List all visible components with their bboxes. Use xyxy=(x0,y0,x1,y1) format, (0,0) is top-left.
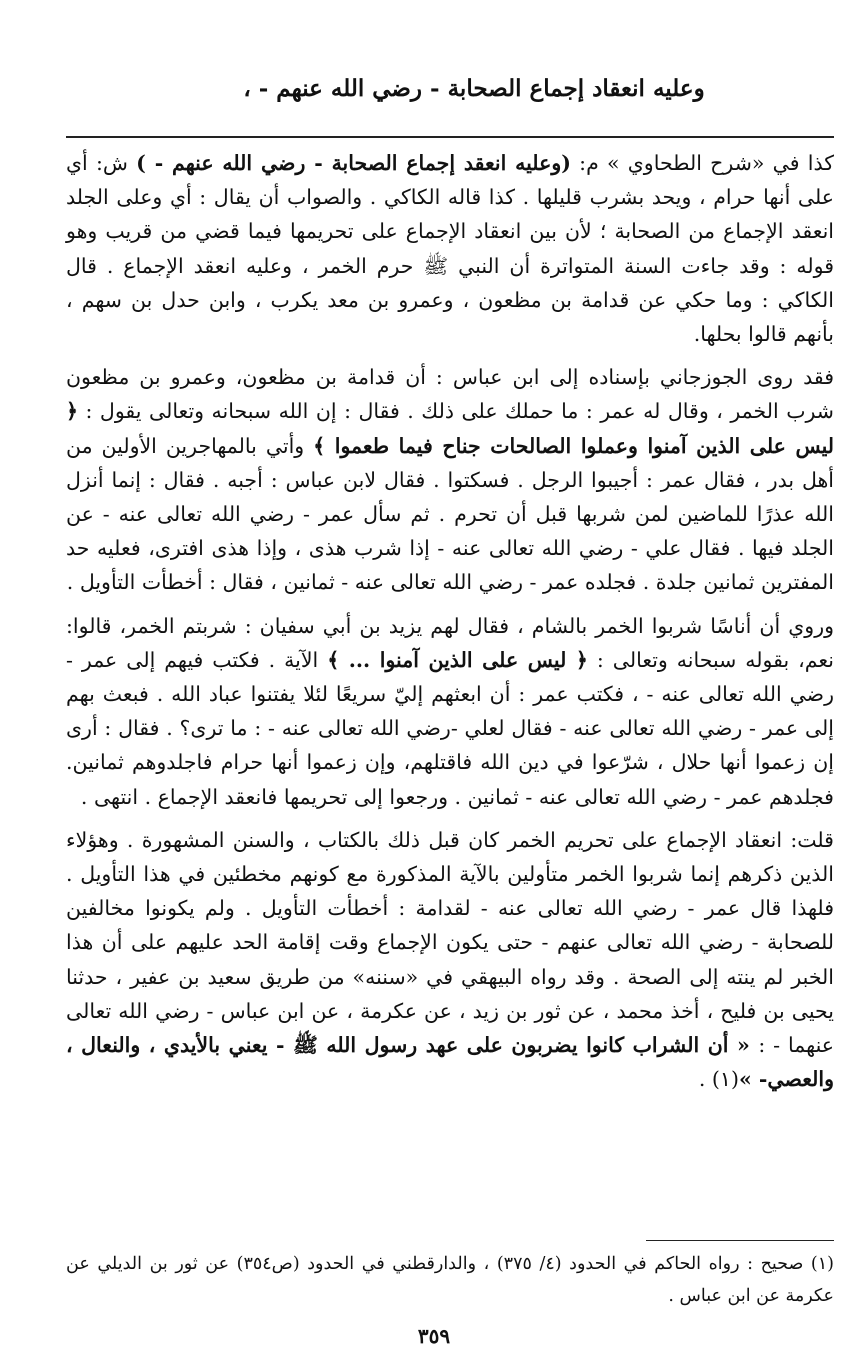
paragraph-text: فقد روى الجوزجاني بإسناده إلى ابن عباس : أن قدامة بن مظعون، وعمرو بن مظعون شرب الخمر ، وقال له عمر : ما حملك على ذلك . فقال : إن الله سبحانه وتعالى يقول : xyxy=(66,365,834,424)
footnote-reference: (١) . xyxy=(698,1067,739,1092)
quoted-matn: (وعليه انعقد إجماع الصحابة - رضي الله عنهم - ) xyxy=(136,151,571,175)
paragraph-3 xyxy=(66,609,834,814)
footnote: (١) صحيح : رواه الحاكم في الحدود (٤/ ٣٧٥) ، والدارقطني في الحدود (ص٣٥٤) عن ثور بن الديلي عن عكرمة عن ابن عباس . xyxy=(66,1254,834,1306)
quran-verse: ﴿ ليس على الذين آمنوا وعملوا الصالحات جناح فيما طعموا ﴾ xyxy=(66,399,835,458)
paragraph-text: وروي أن أناسًا شربوا الخمر بالشام ، فقال لهم يزيد بن أبي سفيان : شربتم الخمر، قالوا: نعم، بقوله سبحانه وتعالى : xyxy=(66,613,835,672)
paragraph-text: قلت: انعقاد الإجماع على تحريم الخمر كان قبل ذلك بالكتاب ، والسنن المشهورة . وهؤلاء الذين ذكرهم إنما شربوا الخمر متأولين بالآية المذكورة مع كونهم مخطئين في هذا التأويل . فلهذا قال عمر - رضي الله تعالى عنه - لقدامة : أخطأت التأويل . ولم يكونوا مخالفين للصحابة - رضي الله تعالى عنهم - حتى يكون الإجماع وقت إقامة الحد عليهم على أن هذا الخبر لم ينته إلى الصحة . وقد رواه البيهقي في «سننه» من طريق سعيد بن عفير ، حدثنا يحيى بن فليح ، أخذ محمد ، عن ثور بن زيد ، عن عكرمة ، عن ابن عباس - رضي الله تعالى عنهما - : xyxy=(66,827,834,1058)
main-text xyxy=(66,146,834,1096)
paragraph-text: وأتي بالمهاجرين الأولين من أهل بدر ، فقال عمر : أجيبوا الرجل . فسكتوا . فقال لابن عباس : أجبه . فقال : إنما أنزل الله عذرًا للماضين لمن شربها قبل أن تحرم . ثم سأل عمر - رضي الله تعالى عنه - عن الجلد فيها . فقال علي - رضي الله تعالى عنه - إذا شرب هذى ، وإذا هذى افترى، فعليه حد المفترين ثمانين جلدة . فجلده عمر - رضي الله تعالى عنه - ثمانين ، فقال : أخطأت التأويل . xyxy=(66,433,834,595)
hadith-quote: « أن الشراب كانوا يضربون على عهد رسول الله ﷺ - يعني بالأيدي ، والنعال ، والعصي- » xyxy=(66,1033,834,1092)
paragraph-text: ش: أي على أنها حرام ، ويحد بشرب قليلها . كذا قاله الكاكي . والصواب أن يقال : أي وعلى الجلد انعقد الإجماع من الصحابة ؛ لأن بين انعقاد الإجماع على تحريمها فيما قضي من قريب وهو قوله : وقد جاءت السنة المتواترة أن النبي ﷺ حرم الخمر ، وعليه انعقد الإجماع . قال الكاكي : وما حكي عن قدامة بن مظعون ، وعمرو بن معد يكرب ، وابن حدل بن سهم ، بأنهم قالوا بحلها. xyxy=(66,151,834,347)
page-header-title: وعليه انعقاد إجماع الصحابة - رضي الله عنهم - ، xyxy=(243,75,705,102)
footnote-divider xyxy=(646,1240,834,1241)
page-number: ٣٥٩ xyxy=(417,1324,451,1348)
paragraph-text: الآية . فكتب فيهم إلى عمر - رضي الله تعالى عنه - ، فكتب عمر : أن ابعثهم إليّ سريعًا لئلا يفتنوا عباد الله . فبعث بهم إلى عمر - رضي الله تعالى عنه - فقال لعلي -رضي الله تعالى عنه - : ما ترى؟ . فقال : أرى إن زعموا أنها حلال ، شرّعوا في دين الله فاقتلهم، وإن زعموا أنها حرام فاجلدوهم ثمانين. فجلدهم عمر - رضي الله تعالى عنه - ثمانين . ورجعوا إلى تحريمها فانعقد الإجماع . انتهى . xyxy=(66,647,834,809)
quran-verse: ﴿ ليس على الذين آمنوا ... ﴾ xyxy=(327,647,588,672)
header-divider xyxy=(66,136,834,138)
paragraph-2 xyxy=(66,360,834,599)
paragraph-4 xyxy=(66,823,834,1097)
paragraph-text: كذا في «شرح الطحاوي » م: xyxy=(570,151,834,175)
paragraph-1 xyxy=(66,146,834,351)
